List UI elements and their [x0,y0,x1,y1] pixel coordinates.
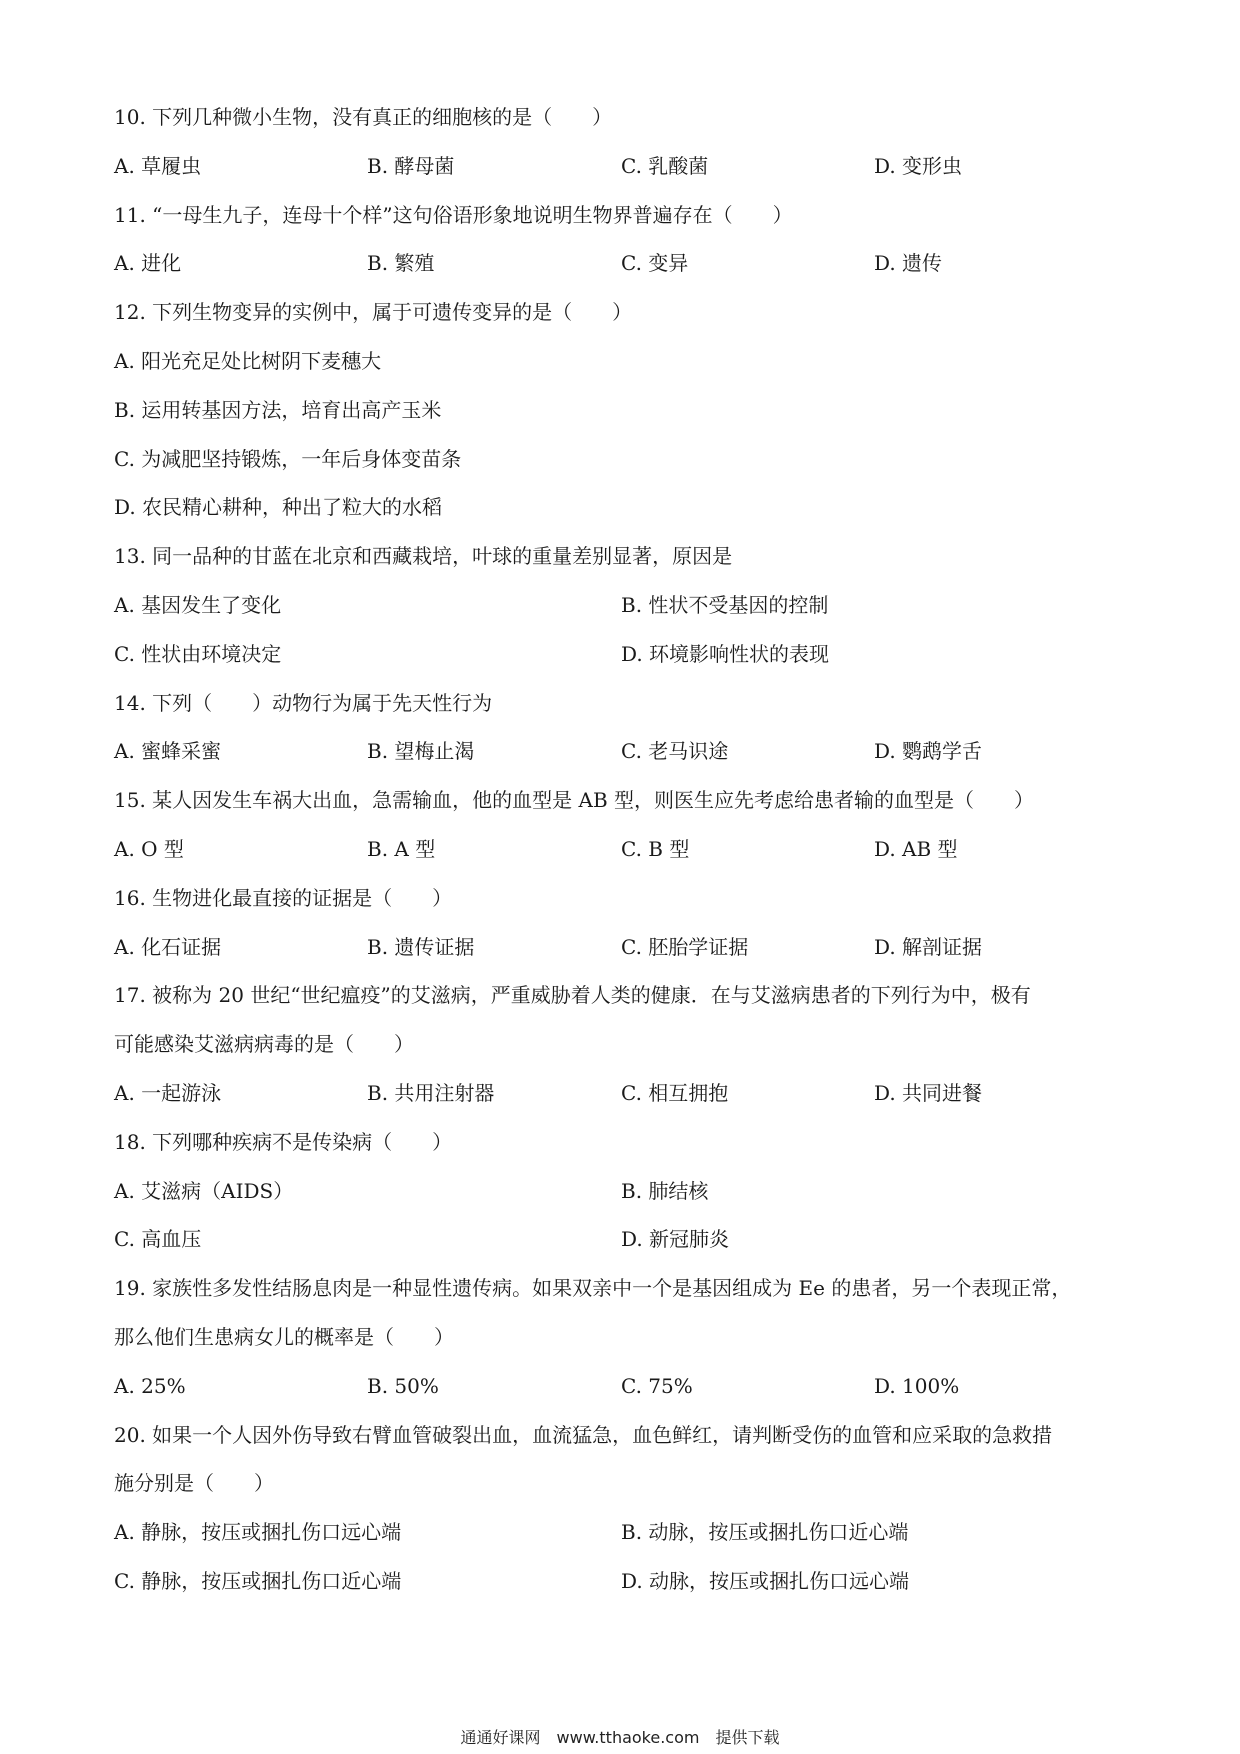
answer-option-a[interactable]: A. 阳光充足处比树阴下麦穗大 [114,349,382,373]
answer-option-d[interactable]: D. 动脉，按压或捆扎伤口远心端 [621,1569,910,1593]
question-stem: 16. 生物进化最直接的证据是（ ） [114,886,453,910]
answer-option-d[interactable]: D. 环境影响性状的表现 [621,642,830,666]
question-stem: 20. 如果一个人因外伤导致右臂血管破裂出血，血流猛急，血色鲜红，请判断受伤的血管和应采取的急救措 [114,1423,1053,1447]
answer-option-b[interactable]: B. 50% [367,1374,439,1398]
answer-option-b[interactable]: B. 动脉，按压或捆扎伤口近心端 [621,1520,909,1544]
answer-option-b[interactable]: B. 共用注射器 [367,1081,495,1105]
answer-option-b[interactable]: B. 繁殖 [367,251,435,275]
question-stem: 19. 家族性多发性结肠息肉是一种显性遗传病。如果双亲中一个是基因组成为 Ee 的患者，另一个表现正常， [114,1276,1072,1300]
answer-option-a[interactable]: A. 化石证据 [114,935,222,959]
answer-option-b[interactable]: B. 肺结核 [621,1179,709,1203]
answer-option-b[interactable]: B. 遗传证据 [367,935,475,959]
answer-option-d[interactable]: D. 鹦鹉学舌 [874,739,983,763]
answer-option-c[interactable]: C. 静脉，按压或捆扎伤口近心端 [114,1569,402,1593]
answer-option-d[interactable]: D. 共同进餐 [874,1081,983,1105]
answer-option-b[interactable]: B. A 型 [367,837,436,861]
answer-option-d[interactable]: D. 解剖证据 [874,935,983,959]
answer-option-a[interactable]: A. 一起游泳 [114,1081,222,1105]
question-stem: 17. 被称为 20 世纪“世纪瘟疫”的艾滋病，严重威胁着人类的健康．在与艾滋病患者的下列行为中，极有 [114,983,1031,1007]
answer-option-b[interactable]: B. 性状不受基因的控制 [621,593,829,617]
answer-option-c[interactable]: C. B 型 [621,837,690,861]
answer-option-a[interactable]: A. 25% [114,1374,186,1398]
page-footer: 通通好课网 www.tthaoke.com 提供下载 [460,1728,780,1747]
answer-option-c[interactable]: C. 高血压 [114,1227,202,1251]
question-stem: 11. “一母生九子，连母十个样”这句俗语形象地说明生物界普遍存在（ ） [114,203,793,227]
answer-option-a[interactable]: A. 进化 [114,251,182,275]
question-stem: 10. 下列几种微小生物，没有真正的细胞核的是（ ） [114,105,613,129]
answer-option-d[interactable]: D. AB 型 [874,837,958,861]
answer-option-a[interactable]: A. 草履虫 [114,154,202,178]
answer-option-d[interactable]: D. 新冠肺炎 [621,1227,730,1251]
answer-option-b[interactable]: B. 酵母菌 [367,154,455,178]
answer-option-b[interactable]: B. 望梅止渴 [367,739,475,763]
answer-option-c[interactable]: C. 老马识途 [621,739,729,763]
answer-option-a[interactable]: A. 蜜蜂采蜜 [114,739,222,763]
question-stem: 可能感染艾滋病病毒的是（ ） [114,1032,414,1056]
answer-option-a[interactable]: A. O 型 [114,837,184,861]
question-stem: 15. 某人因发生车祸大出血，急需输血，他的血型是 AB 型，则医生应先考虑给患者输的血型是（ ） [114,788,1035,812]
answer-option-d[interactable]: D. 100% [874,1374,960,1398]
answer-option-c[interactable]: C. 75% [621,1374,693,1398]
question-stem: 18. 下列哪种疾病不是传染病（ ） [114,1130,453,1154]
answer-option-c[interactable]: C. 变异 [621,251,689,275]
answer-option-a[interactable]: A. 艾滋病（AIDS） [114,1179,294,1203]
question-stem: 施分别是（ ） [114,1471,274,1495]
answer-option-b[interactable]: B. 运用转基因方法，培育出高产玉米 [114,398,442,422]
answer-option-c[interactable]: C. 性状由环境决定 [114,642,282,666]
answer-option-a[interactable]: A. 基因发生了变化 [114,593,282,617]
question-stem: 14. 下列（ ）动物行为属于先天性行为 [114,691,493,715]
answer-option-c[interactable]: C. 乳酸菌 [621,154,709,178]
answer-option-d[interactable]: D. 农民精心耕种，种出了粒大的水稻 [114,495,443,519]
answer-option-d[interactable]: D. 变形虫 [874,154,963,178]
question-stem: 那么他们生患病女儿的概率是（ ） [114,1325,454,1349]
answer-option-a[interactable]: A. 静脉，按压或捆扎伤口远心端 [114,1520,402,1544]
answer-option-c[interactable]: C. 相互拥抱 [621,1081,729,1105]
question-stem: 13. 同一品种的甘蓝在北京和西藏栽培，叶球的重量差别显著，原因是 [114,544,733,568]
answer-option-c[interactable]: C. 胚胎学证据 [621,935,749,959]
answer-option-c[interactable]: C. 为减肥坚持锻炼，一年后身体变苗条 [114,447,462,471]
answer-option-d[interactable]: D. 遗传 [874,251,943,275]
question-stem: 12. 下列生物变异的实例中，属于可遗传变异的是（ ） [114,300,633,324]
